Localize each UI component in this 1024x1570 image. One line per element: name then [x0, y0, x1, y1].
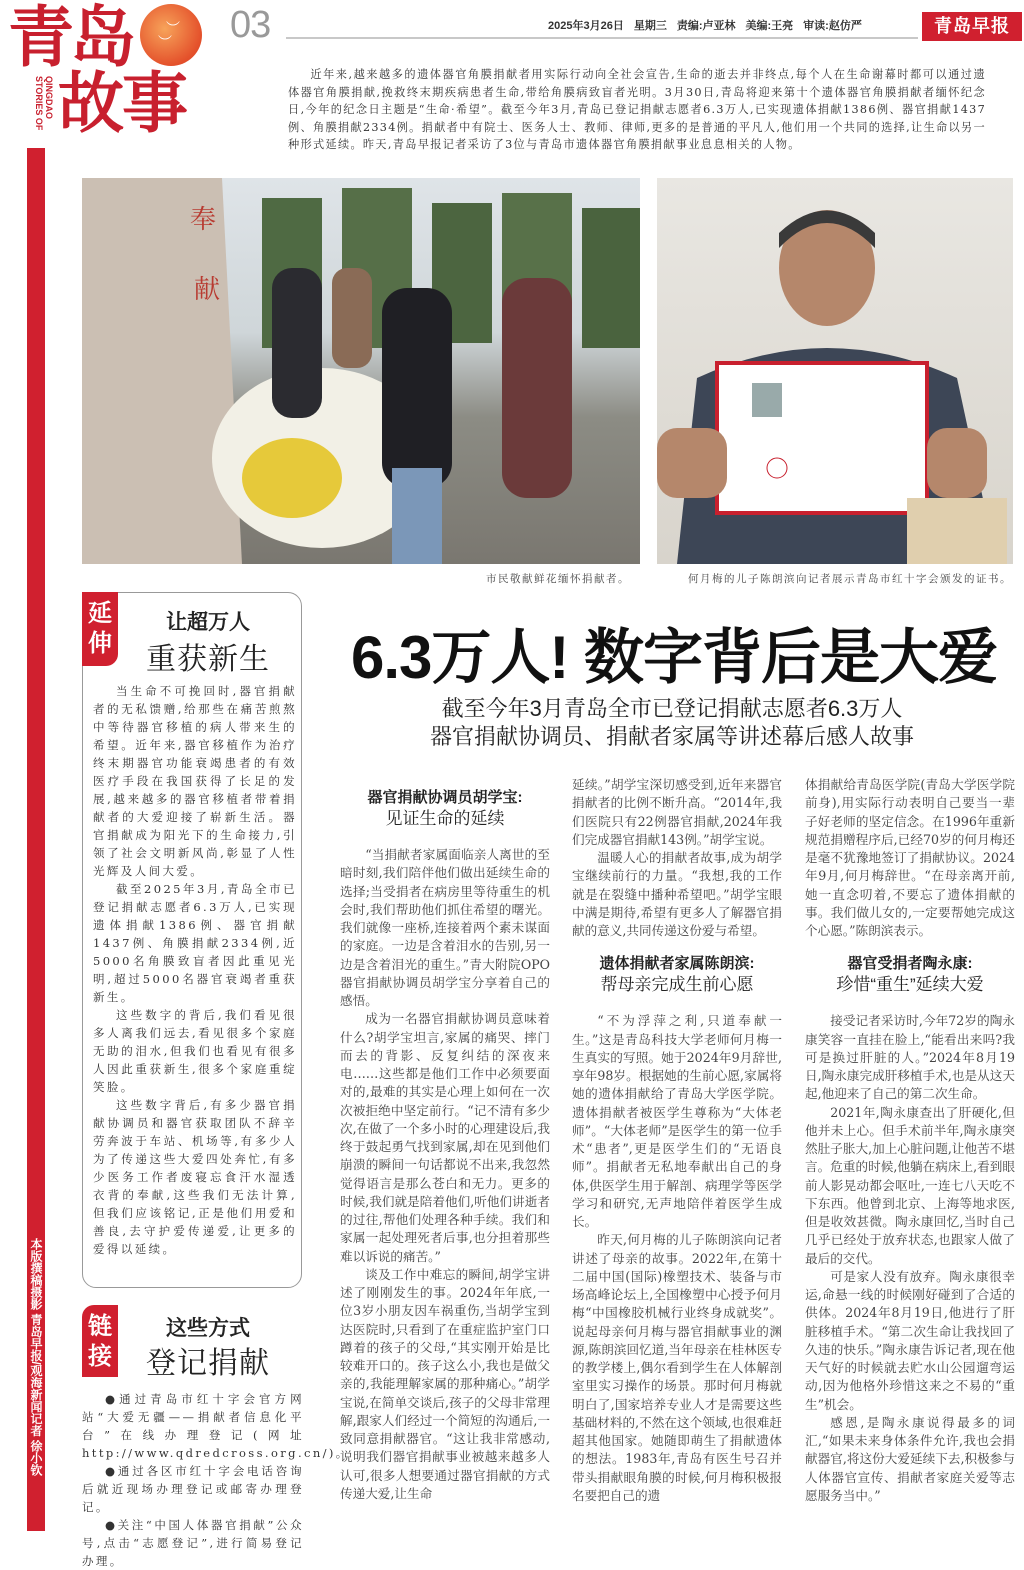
extend-paragraph: 这些数字的背后,我们看见很多人离我们远去,看见很多个家庭无助的泪水,但我们也看见有很多人因此重获新生,很多个家庭重绽笑脸。: [93, 1008, 297, 1094]
weekday: 星期三: [633, 20, 667, 32]
section-title: 珍惜“重生”延续大爱: [836, 975, 984, 995]
section-heading: [340, 788, 550, 830]
article-column-3: [805, 776, 1015, 1505]
photo-caption-left: 市民敬献鲜花缅怀捐献者。: [486, 573, 630, 585]
header-rule: [286, 37, 918, 39]
article-paragraph-continued: 延续。”胡学宝深切感受到,近年来器官捐献者的比例不断升高。“2014年,我们医院只有22例器官捐献,2024年我们完成器官捐献143例。”胡学宝说。: [572, 777, 782, 847]
subhead-2: 器官捐献协调员、捐献者家属等讲述幕后感人故事: [429, 724, 914, 749]
editor: 责编:卢亚林: [676, 20, 736, 32]
article-paragraph: 2021年,陶永康查出了肝硬化,但他并未上心。但手术前半年,陶永康突然肚子胀大,加上心脏问题,让他苦不堪言。危重的时候,他躺在病床上,看到眼前人影晃动都会呕吐,一连七八天吃不下东西。他曾到北京、上海等地求医,但是收效甚微。陶永康回忆,当时自己几乎已经处于放弃状态,也跟家人做了最后的交代。: [805, 1104, 1015, 1266]
section-logo-bottom: 故事: [58, 66, 186, 140]
article-paragraph: “当捐献者家属面临亲人离世的至暗时刻,我们陪伴他们做出延续生命的选择;当受捐者在病房里等待重生的机会时,我们帮助他们抓住希望的曙光。我们就像一座桥,连接着两个素未谋面的家庭。一边是含着泪水的告别,另一边是含着泪光的重生。”青大附院OPO器官捐献协调员胡学宝分享着自己的感悟。: [340, 847, 550, 1008]
article-paragraph: 谈及工作中难忘的瞬间,胡学宝讲述了刚刚发生的事。2024年年底,一位3岁小朋友因车祸重伤,当胡学宝到达医院时,只看到了在重症监护室门口蹲着的孩子的父母,“其实刚开始是比较难开口的。孩子这么小,我也是做父亲的,我能理解家属的那种痛心。”胡学宝说,在简单交谈后,孩子的父母非常理解,跟家人们经过一个简短的沟通后,一致同意捐献器官。“这让我非常感动,说明我们器官捐献事业被越来越多人认可,很多人想要通过器官捐献的方式传递大爱,让生命: [340, 1266, 550, 1501]
section-kicker: 器官捐献协调员胡学宝:: [367, 789, 523, 806]
headline: 6.3万人! 数字背后是大爱: [350, 624, 998, 691]
byline-credit: 本版撰稿摄影 青岛早报/观海新闻记者 徐小钦: [29, 1238, 43, 1477]
link-title-line1: 这些方式: [166, 1317, 250, 1340]
link-list-item: ●通过各区市红十字会电话咨询后就近现场办理登记或邮寄办理登记。: [82, 1464, 304, 1514]
certificate-scene-illustration: [657, 178, 1013, 564]
memorial-scene-illustration: [82, 178, 640, 564]
article-paragraph: 温暖人心的捐献者故事,成为胡学宝继续前行的力量。“我想,我的工作就是在裂缝中播种希望吧。”胡学宝眼中满是期待,希望有更多人了解器官捐献的意义,共同传递这份爱与希望。: [572, 850, 782, 938]
article-paragraph: “不为浮萍之利,只道奉献一生。”这是青岛科技大学老师何月梅一生真实的写照。她于2024年9月辞世,享年98岁。根据她的生前心愿,家属将她的遗体捐献给了青岛大学医学院。遗体捐献者被医学生尊称为“大体老师”。“大体老师”是医学生的第一位手术“患者”,更是医学生们的“无语良师”。捐献者无私地奉献出自己的身体,供医学生用于解剖、病理学等医学学习和研究,无声地陪伴着医学生成长。: [572, 1013, 782, 1229]
subhead-1: 截至今年3月青岛全市已登记捐献志愿者6.3万人: [441, 696, 903, 721]
section-kicker: 遗体捐献者家属陈朗滨:: [599, 955, 755, 973]
extend-body: [93, 682, 297, 1258]
bird-icon: ︶: [158, 35, 172, 51]
intro-paragraph: 近年来,越来越多的遗体器官角膜捐献者用实际行动向全社会宣告,生命的逝去并非终点,每个人在生命谢幕时都可以通过遗体器官角膜捐献,挽救终末期疾病患者生命,带给角膜病致盲者光明。3月30日,青岛将迎来第十个遗体器官角膜捐献者缅怀纪念日,今年的纪念日主题是“生命·希望”。截至今年3月,青岛已登记捐献志愿者6.3万人,已实现遗体捐献1386例、器官捐献1437例、角膜捐献2334例。捐献者中有院士、医务人士、教师、律师,更多的是普通的平凡人,他们用一个共同的选择,让生命以另一种形式延续。昨天,青岛早报记者采访了3位与青岛市遗体器官角膜捐献事业息息相关的人物。: [288, 68, 986, 152]
article-paragraph: 昨天,何月梅的儿子陈朗滨向记者讲述了母亲的故事。2022年,在第十二届中国(国际)橡塑技术、装备与市场高峰论坛上,全国橡塑中心授予何月梅“中国橡胶机械行业终身成就奖”。说起母亲何月梅与器官捐献事业的渊源,陈朗滨回忆道,当年母亲在桂林医专的教学楼上,偶尔看到学生在人体解剖室里实习操作的场景。那时何月梅就明白了,国家培养专业人才是需要这些基础材料的,不然在这个领域,也很难赶超其他国家。她随即萌生了捐献遗体的想法。1983年,青岛有医生号召并带头捐献眼角膜的时候,何月梅积极报名要把自己的遗: [572, 1232, 782, 1503]
article-paragraph: 接受记者采访时,今年72岁的陶永康笑容一直挂在脸上,“能看出来吗?我可是换过肝脏的人。”2024年8月19日,陶永康完成肝移植手术,也是从这天起,他迎来了自己的第二次生命。: [805, 1013, 1015, 1102]
issue-date: 2025年3月26日: [548, 20, 624, 32]
page-number: 03: [230, 4, 271, 46]
link-list-item: ●通过青岛市红十字会官方网站“大爱无疆——捐献者信息化平台”在线办理登记(网址http://www.qdredcross.org.cn/)。: [82, 1392, 350, 1460]
article-paragraph: 可是家人没有放弃。陶永康很幸运,命悬一线的时候刚好碰到了合适的供体。2024年8月19日,他进行了肝脏移植手术。“第二次生命让我找回了久违的快乐。”陶永康告诉记者,现在他天气好的时候就去贮水山公园遛弯运动,因为他格外珍惜这来之不易的“重生”机会。: [805, 1268, 1015, 1412]
bird-icon: ︶: [166, 21, 180, 37]
svg-text:奉: 奉: [190, 205, 217, 235]
article-column-2: [572, 776, 782, 1505]
article-column-1: [340, 776, 550, 1503]
link-title-line2: 登记捐献: [146, 1347, 270, 1380]
extend-paragraph: 这些数字背后,有多少器官捐献协调员和器官获取团队不辞辛劳奔波于车站、机场等,有多少人为了传递这些大爱四处奔忙,有多少医务工作者废寝忘食汗水湿透衣背的奉献,这些我们无法计算,但我们应该铭记,正是他们用爱和善良,去守护爱传递爱,让更多的爱得以延续。: [93, 1098, 297, 1256]
article-paragraph: 感恩,是陶永康说得最多的词汇,“如果未来身体条件允许,我也会捐献器官,将这份大爱延续下去,积极参与人体器官宣传、捐献者家庭关爱等志愿服务当中。”: [805, 1414, 1015, 1503]
link-tab: 链接: [82, 1305, 118, 1377]
photo-memorial-flowers: [82, 178, 640, 564]
section-logo-top: 青岛: [8, 0, 132, 74]
proofreader: 审读:赵仿严: [803, 20, 862, 32]
sun-logo-icon: [140, 4, 202, 66]
article-paragraph: 成为一名器官捐献协调员意味着什么?胡学宝坦言,家属的痛哭、摔门而去的背影、反复纠结的深夜来电……这些都是他们工作中必须要面对的,最难的其实是心理上如何在一次次被拒绝中坚定前行。“记不清有多少次,在做了一个多小时的心理建设后,我终于鼓起勇气找到家属,却在见到他们崩溃的瞬间一句话都说不出来,我忽然觉得语言是那么苍白和无力。更多的时候,我们就是陪着他们,听他们讲逝者的过往,帮他们处理各种手续。我们和家属一起处理死者后事,也分担着那些难以诉说的痛苦。”: [340, 1011, 550, 1264]
svg-text:献: 献: [194, 275, 221, 305]
link-body: [82, 1390, 350, 1570]
page-meta: [548, 17, 872, 33]
link-list-item: ●关注“中国人体器官捐献”公众号,点击“志愿登记”,进行简易登记办理。: [82, 1518, 304, 1568]
designer: 美编:王亮: [745, 20, 794, 32]
article-paragraph-continued: 体捐献给青岛医学院(青岛大学医学院前身),用实际行动表明自己要当一辈子好老师的坚定信念。在1996年重新规范捐赠程序后,已经70岁的何月梅还是毫不犹豫地签订了捐献协议。2024年9月,何月梅辞世。“在母亲离开前,她一直念叨着,不要忘了遗体捐献的事。我们做儿女的,一定要帮她完成这个心愿。”陈朗滨表示。: [805, 777, 1015, 938]
photo-certificate: [657, 178, 1013, 564]
extend-paragraph: 截至2025年3月,青岛全市已登记捐献志愿者6.3万人,已实现遗体捐献1386例、器官捐献1437例、角膜捐献2334例,近5000名角膜致盲者因此重见光明,超过5000名器官衰竭者重获新生。: [93, 882, 297, 1004]
section-heading: [805, 954, 1015, 996]
extend-title-line2: 重获新生: [146, 643, 270, 676]
section-kicker: 器官受捐者陶永康:: [847, 955, 973, 973]
photo-caption-right: 何月梅的儿子陈朗滨向记者展示青岛市红十字会颁发的证书。: [688, 573, 1012, 585]
section-heading: [572, 954, 782, 996]
section-logo-english: QINGDAO STORIES OF: [34, 76, 54, 131]
extend-tab: 延伸: [82, 592, 118, 666]
extend-title-line1: 让超万人: [166, 611, 250, 634]
newspaper-logo: 青岛早报: [922, 12, 1022, 41]
extend-paragraph: 当生命不可挽回时,器官捐献者的无私馈赠,给那些在痛苦煎熬中等待器官移植的病人带来生的希望。近年来,器官移植作为治疗终末期器官功能衰竭患者的有效医疗手段在我国获得了长足的发展,越来越多的器官移植者带着捐献者的大爱迎接了崭新生活。器官捐献成为阳光下的生命接力,引领了社会文明新风尚,彰显了人性光辉及人间大爱。: [93, 684, 297, 878]
section-title: 见证生命的延续: [385, 809, 505, 828]
section-title: 帮母亲完成生前心愿: [600, 975, 754, 995]
